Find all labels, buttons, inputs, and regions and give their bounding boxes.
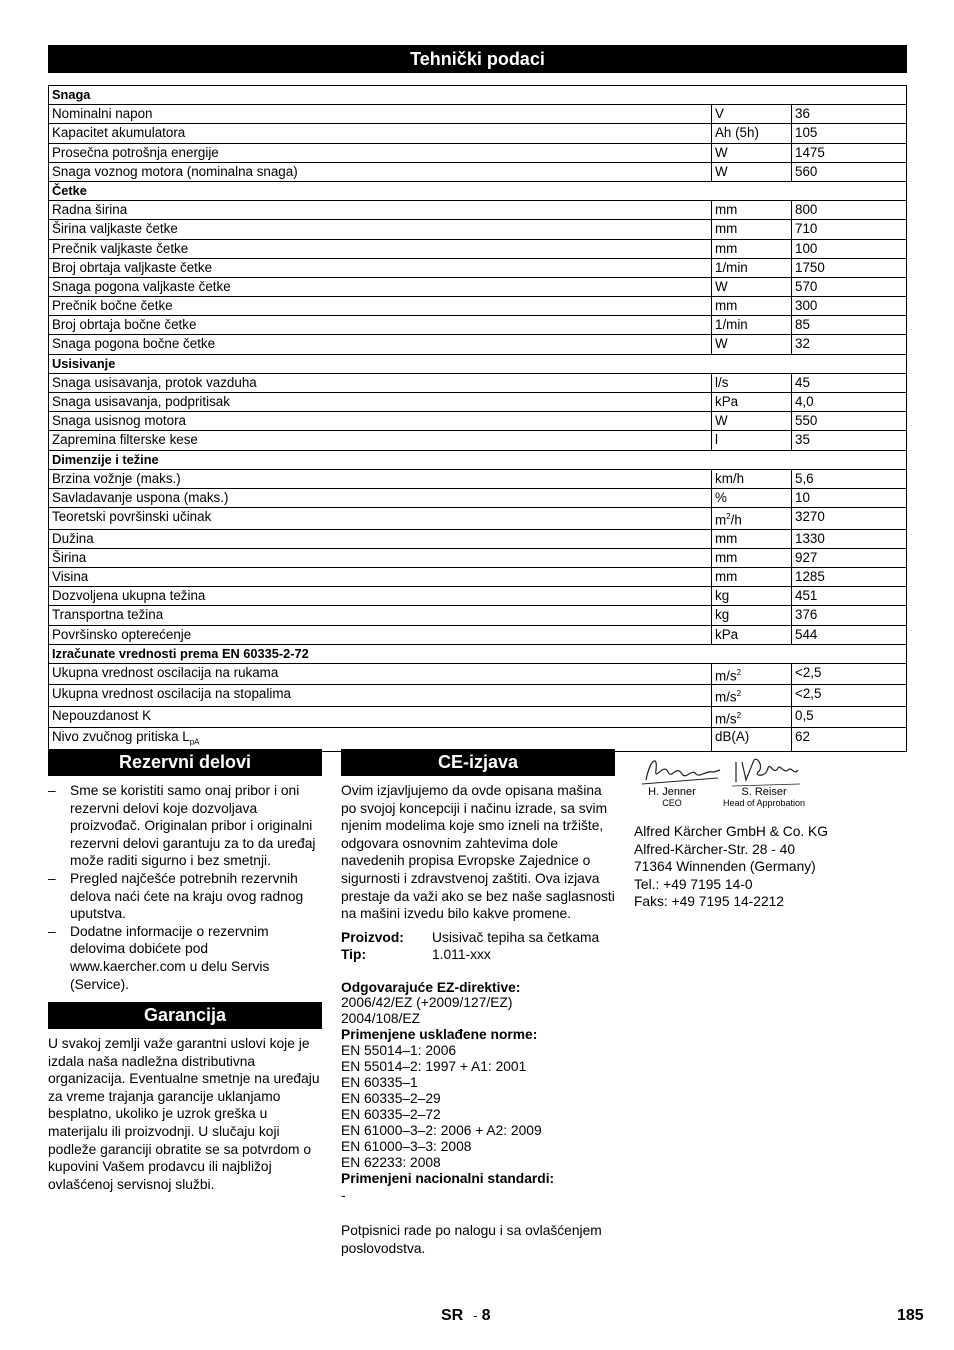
table-row: [49, 431, 907, 450]
spec-value: 85: [792, 316, 907, 335]
spec-label: Broj obrtaja bočne četke: [49, 316, 712, 335]
spec-group-row: [49, 86, 907, 105]
spec-unit: W: [712, 277, 792, 296]
spec-unit: $m^2/h$: [712, 508, 792, 529]
norms-label: Primenjene usklađene norme:: [341, 1026, 538, 1042]
spec-label: Površinsko opterećenje: [49, 625, 712, 644]
spec-group-title: Četke: [49, 181, 907, 200]
spec-label: Nepouzdanost K: [49, 706, 712, 727]
spec-label: Zapremina filterske kese: [49, 431, 712, 450]
national-value: -: [341, 1187, 346, 1203]
spec-label: Snaga voznog motora (nominalna snaga): [49, 162, 712, 181]
signature-reiser: [730, 754, 802, 788]
spec-unit: km/h: [712, 469, 792, 488]
spec-value: 1285: [792, 567, 907, 586]
table-row: [49, 508, 907, 529]
spec-value: 560: [792, 162, 907, 181]
spec-value: 4,0: [792, 393, 907, 412]
norm-item: EN 60335–2–72: [341, 1106, 441, 1122]
spec-label: Nominalni napon: [49, 105, 712, 124]
spec-label: Snaga pogona valjkaste četke: [49, 277, 712, 296]
spec-label: Savladavanje uspona (maks.): [49, 488, 712, 507]
address-line: 71364 Winnenden (Germany): [634, 859, 816, 875]
spec-label: Broj obrtaja valjkaste četke: [49, 258, 712, 277]
spec-unit: mm: [712, 220, 792, 239]
table-row: [49, 488, 907, 507]
table-row: [49, 297, 907, 316]
norm-item: EN 61000–3–2: 2006 + A2: 2009: [341, 1122, 542, 1138]
spec-value: 800: [792, 201, 907, 220]
spec-value: 570: [792, 277, 907, 296]
spec-label: Dozvoljena ukupna težina: [49, 587, 712, 606]
spec-value: 1330: [792, 529, 907, 548]
spec-value: 451: [792, 587, 907, 606]
address-line: Alfred Kärcher GmbH & Co. KG: [634, 824, 828, 839]
warranty-text: U svakoj zemlji važe garantni uslovi koje je izdala naša nadležna distributivna organizacija. Eventualne smetnje na uređaju za vreme trajanja garancije uklanjamo besplatno, ukoliko je uzrok greška u materijalu ili proizvodnji. U slučaju koji podleže garanciji obratite se sa potvrdom o kupovini Vašem prodavcu ili najbližoj ovlašćenoj servisnoj službi.: [48, 1036, 320, 1192]
list-item: – Dodatne informacije o rezervnim delovima dobićete pod www.kaercher.com u delu Servis (Service).: [48, 923, 270, 992]
table-row: [49, 548, 907, 567]
table-row: [49, 469, 907, 488]
norm-item: EN 61000–3–3: 2008: [341, 1138, 472, 1154]
spec-value: 62: [792, 728, 907, 752]
spec-group-title: Izračunate vrednosti prema EN 60335-2-72: [49, 644, 907, 663]
spec-unit: mm: [712, 297, 792, 316]
spec-value: 100: [792, 239, 907, 258]
table-row: [49, 277, 907, 296]
type-label: Tip:: [341, 947, 367, 963]
spec-unit: mm: [712, 529, 792, 548]
spec-unit: mm: [712, 201, 792, 220]
spec-value: 105: [792, 124, 907, 143]
spec-unit: l: [712, 431, 792, 450]
spec-value: 544: [792, 625, 907, 644]
spec-label: Snaga pogona bočne četke: [49, 335, 712, 354]
spec-value: 0,5: [792, 706, 907, 727]
table-row: [49, 625, 907, 644]
ce-title: CE-izjava: [341, 749, 615, 776]
norm-item: EN 62233: 2008: [341, 1154, 441, 1170]
address-line: Alfred-Kärcher-Str. 28 - 40: [634, 841, 796, 857]
spec-label: Snaga usisnog motora: [49, 412, 712, 431]
spec-unit: W: [712, 335, 792, 354]
table-row: [49, 663, 907, 684]
spec-unit: W: [712, 412, 792, 431]
spec-label: Prosečna potrošnja energije: [49, 143, 712, 162]
directive-item: 2004/108/EZ: [341, 1010, 421, 1026]
spec-unit: W: [712, 162, 792, 181]
spec-label: Teoretski površinski učinak: [49, 508, 712, 529]
table-row: [49, 201, 907, 220]
spec-group-row: [49, 450, 907, 469]
spec-value: 45: [792, 373, 907, 392]
spec-value: <2,5: [792, 663, 907, 684]
spec-value: 36: [792, 105, 907, 124]
spec-label: Radna širina: [49, 201, 712, 220]
table-row: [49, 606, 907, 625]
table-row: [49, 587, 907, 606]
spec-group-row: [49, 181, 907, 200]
table-row: [49, 220, 907, 239]
table-row: [49, 316, 907, 335]
spec-table: [48, 85, 907, 752]
table-row: [49, 124, 907, 143]
spare-parts-title: Rezervni delovi: [48, 749, 322, 776]
spec-value: 550: [792, 412, 907, 431]
spec-value: 710: [792, 220, 907, 239]
spec-value: 1750: [792, 258, 907, 277]
spec-value: 5,6: [792, 469, 907, 488]
national-label: Primenjeni nacionalni standardi:: [341, 1170, 555, 1186]
address-line: Faks: +49 7195 14-2212: [634, 894, 784, 910]
spec-label: Širina: [49, 548, 712, 567]
spec-value: 10: [792, 488, 907, 507]
spec-group-row: [49, 644, 907, 663]
table-row: [49, 393, 907, 412]
spec-label: Širina valjkaste četke: [49, 220, 712, 239]
norm-item: EN 55014–2: 1997 + A1: 2001: [341, 1058, 527, 1074]
spec-unit: V: [712, 105, 792, 124]
spec-unit: kPa: [712, 393, 792, 412]
spec-unit: %: [712, 488, 792, 507]
spec-unit: mm: [712, 548, 792, 567]
table-row: [49, 258, 907, 277]
spec-group-title: Usisivanje: [49, 354, 907, 373]
address-line: Tel.: +49 7195 14-0: [634, 876, 753, 892]
table-row: [49, 706, 907, 727]
spec-label: Ukupna vrednost oscilacija na stopalima: [49, 685, 712, 706]
product-value: Usisivač tepiha sa četkama: [432, 929, 600, 945]
product-label: Proizvod:: [341, 929, 404, 945]
spec-unit: kg: [712, 606, 792, 625]
spec-label: Kapacitet akumulatora: [49, 124, 712, 143]
spec-label: Prečnik bočne četke: [49, 297, 712, 316]
table-row: [49, 162, 907, 181]
spec-label: Visina: [49, 567, 712, 586]
type-value: 1.011-xxx: [432, 947, 491, 963]
spec-group-title: Snaga: [49, 86, 907, 105]
directives-list: [341, 995, 617, 1027]
spec-unit: W: [712, 143, 792, 162]
spec-unit: mm: [712, 567, 792, 586]
warranty-title: Garancija: [48, 1002, 322, 1029]
list-item: – Pregled najčešće potrebnih rezervnih delova naći ćete na kraju ovog radnog uputstva.: [48, 870, 304, 922]
table-row: [49, 685, 907, 706]
signers-note: Potpisnici rade po nalogu i sa ovlašćenjem poslovodstva.: [341, 1222, 602, 1256]
signature-jenner: [636, 750, 728, 790]
spec-unit: $m/s^2$: [712, 685, 792, 706]
spec-value: <2,5: [792, 685, 907, 706]
spec-label: Snaga usisavanja, podpritisak: [49, 393, 712, 412]
spec-unit: kg: [712, 587, 792, 606]
spec-value: 376: [792, 606, 907, 625]
norms-list: [341, 1043, 617, 1171]
spec-unit: $m/s^2$: [712, 663, 792, 684]
spec-label: Snaga usisavanja, protok vazduha: [49, 373, 712, 392]
spec-value: 35: [792, 431, 907, 450]
spec-label: Transportna težina: [49, 606, 712, 625]
table-row: [49, 105, 907, 124]
spec-label: Ukupna vrednost oscilacija na rukama: [49, 663, 712, 684]
spec-unit: l/s: [712, 373, 792, 392]
page-title: Tehnički podaci: [48, 45, 907, 73]
table-row: [49, 412, 907, 431]
spec-group-title: Dimenzije i težine: [49, 450, 907, 469]
spec-label: Nivo zvučnog pritiska $L_{pA}$: [49, 728, 712, 752]
table-row: [49, 335, 907, 354]
signer-reiser: S. Reiser Head of Approbation: [722, 786, 806, 808]
table-row: [49, 529, 907, 548]
spec-unit: dB(A): [712, 728, 792, 752]
spec-unit: $m/s^2$: [712, 706, 792, 727]
spare-parts-list: [48, 782, 324, 993]
table-row: [49, 239, 907, 258]
norm-item: EN 55014–1: 2006: [341, 1042, 457, 1058]
company-address: [634, 823, 904, 911]
spec-value: 3270: [792, 508, 907, 529]
spec-unit: mm: [712, 239, 792, 258]
spec-value: 1475: [792, 143, 907, 162]
footer-lang: SR - 8: [441, 1307, 491, 1324]
ce-declaration: [341, 782, 617, 1257]
signer-jenner: H. Jenner CEO: [648, 786, 696, 808]
spec-label: Brzina vožnje (maks.): [49, 469, 712, 488]
page-number: 185: [897, 1307, 924, 1324]
directive-item: 2006/42/EZ (+2009/127/EZ): [341, 994, 513, 1010]
spec-value: 32: [792, 335, 907, 354]
table-row: [49, 567, 907, 586]
spec-unit: 1/min: [712, 258, 792, 277]
directives-label: Odgovarajuće EZ-direktive:: [341, 979, 521, 995]
spec-value: 927: [792, 548, 907, 567]
table-row: [49, 143, 907, 162]
table-row: [49, 728, 907, 752]
spec-label: Dužina: [49, 529, 712, 548]
norm-item: EN 60335–1: [341, 1074, 418, 1090]
spec-unit: Ah (5h): [712, 124, 792, 143]
spec-label: Prečnik valjkaste četke: [49, 239, 712, 258]
list-item: – Sme se koristiti samo onaj pribor i oni rezervni delovi koje dozvoljava proizvođač. Originalan pribor i originalni rezervni delovi garantuju za to da uređaj može raditi sigurno i bez smetnji.: [48, 783, 316, 869]
spec-unit: 1/min: [712, 316, 792, 335]
ce-intro: Ovim izjavljujemo da ovde opisana mašina po svojoj koncepciji i načinu izrade, sa svim njenim modelima koje smo izneli na tržište, odgovara osnovnim zahtevima dole navedenih propisa Evropske Zajednice o sigurnosti i zdravstvenoj zaštiti. Ova izjava prestaje da važi ako se bez naše saglasnosti na mašini izvedu bilo kakve promene.: [341, 783, 615, 922]
norm-item: EN 60335–2–29: [341, 1090, 441, 1106]
spec-value: 300: [792, 297, 907, 316]
spec-group-row: [49, 354, 907, 373]
spec-unit: kPa: [712, 625, 792, 644]
table-row: [49, 373, 907, 392]
